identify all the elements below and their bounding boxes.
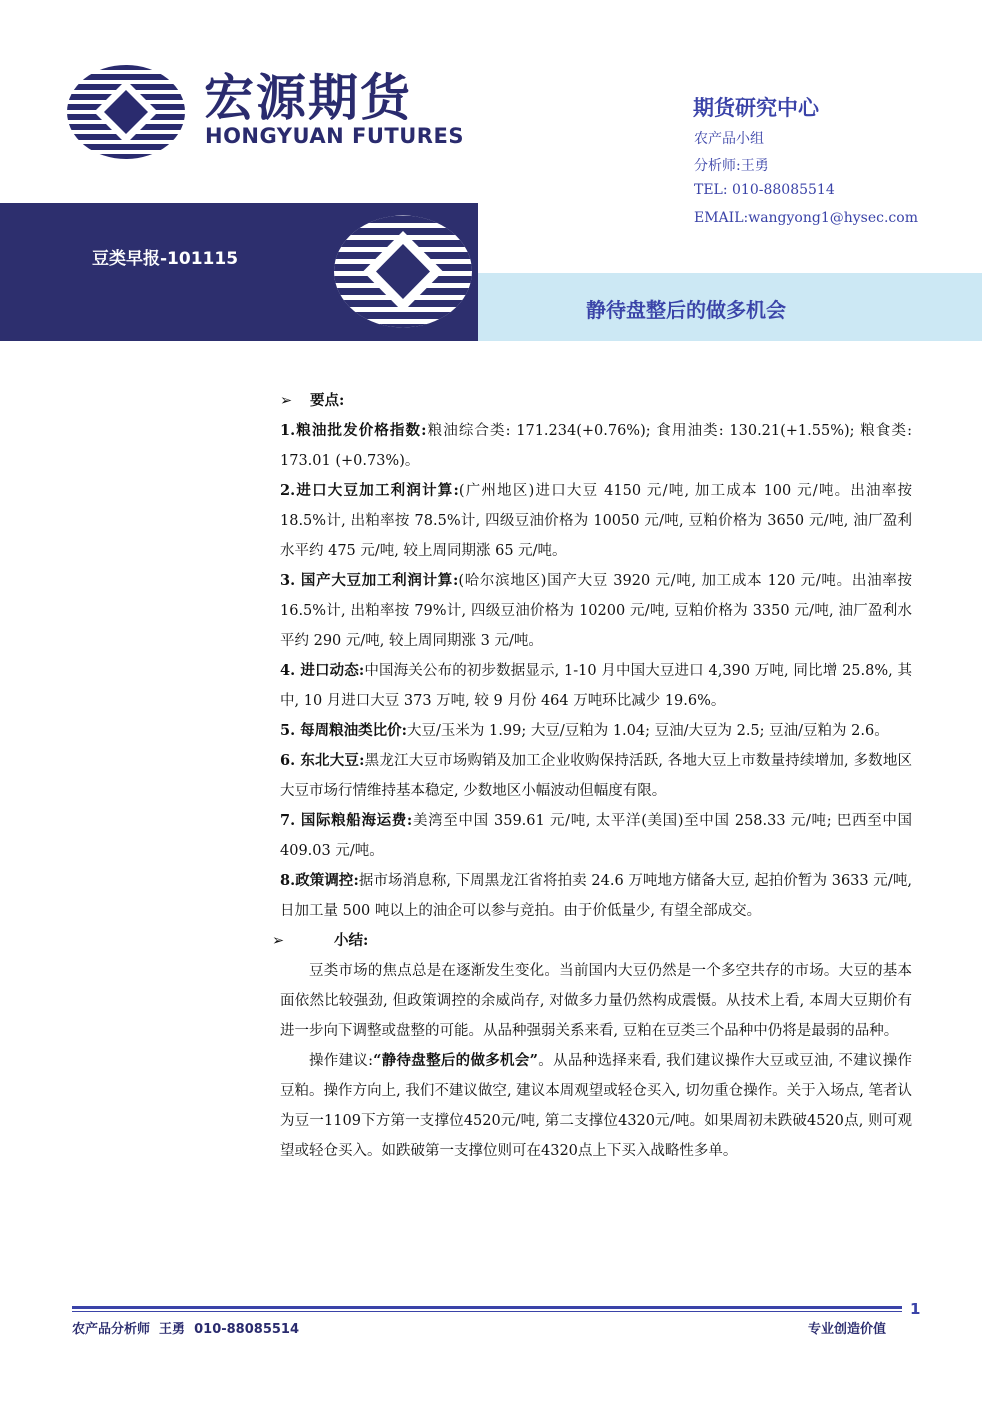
point-6: 6. 东北大豆:黑龙江大豆市场购销及加工企业收购保持活跃, 各地大豆上市数量持续增加, 多数地区大豆市场行情维持基本稳定, 少数地区小幅波动但幅度有限。 bbox=[280, 752, 913, 799]
key-points-heading: ➢ 要点: bbox=[280, 386, 912, 416]
company-logo-icon bbox=[66, 64, 186, 160]
point-4: 4. 进口动态:中国海关公布的初步数据显示, 1-10 月中国大豆进口 4,390 万吨, 同比增 25.8%, 其中, 10 月进口大豆 373 万吨, 较 9 月份 464 万吨环比减少 19.6%。 bbox=[280, 662, 912, 709]
logo-chinese-name: 宏源期货 bbox=[204, 69, 412, 127]
summary-paragraph-1: 豆类市场的焦点总是在逐渐发生变化。当前国内大豆仍然是一个多空共存的市场。大豆的基本面依然比较强劲, 但政策调控的余威尚存, 对做多力量仍然构成震慑。从技术上看, 本周大豆期价有进一步向下调整或盘整的可能。从品种强弱关系来看, 豆粕在豆类三个品种中仍将是最弱的品种。 bbox=[280, 963, 912, 1039]
report-title: 静待盘整后的做多机会 bbox=[586, 298, 786, 322]
summary-paragraph-2: 操作建议:“静待盘整后的做多机会”。从品种选择来看, 我们建议操作大豆或豆油, 不建议操作豆粕。操作方向上, 我们不建议做空, 建议本周观望或轻仓买入, 切勿重仓操作。关于入场点, 笔者认为豆一1109下方第一支撑位4520元/吨, 第二支撑位4320元/吨。如果周初未跌破4520点, 则可观望或轻仓买入。如跌破第一支撑位则可在4320点上下买入战略性多单。 bbox=[280, 1052, 913, 1159]
footer-rule bbox=[72, 1306, 902, 1309]
point-2: 2.进口大豆加工利润计算:(广州地区)进口大豆 4150 元/吨, 加工成本 100 元/吨。出油率按 18.5%计, 出粕率按 78.5%计, 四级豆油价格为 10050 元/吨, 豆粕价格为 3650 元/吨, 油厂盈利水平约 475 元/吨, 较上周同期涨 65 元/吨。 bbox=[280, 482, 912, 559]
analyst-name: 分析师:王勇 bbox=[694, 158, 769, 174]
banner-logo-icon bbox=[333, 214, 473, 329]
point-8: 8.政策调控:据市场消息称, 下周黑龙江省将拍卖 24.6 万吨地方储备大豆, 起拍价暂为 3633 元/吨, 日加工量 500 吨以上的油企可以参与竞拍。由于价低量少, 有望全部成交。 bbox=[280, 872, 912, 919]
point-1: 1.粮油批发价格指数:粮油综合类: 171.234(+0.76%); 食用油类: 130.21(+1.55%); 粮食类: 173.01 (+0.73%)。 bbox=[280, 422, 912, 469]
arrow-bullet-icon: ➢ bbox=[272, 933, 285, 949]
footer-rule-thin bbox=[72, 1311, 902, 1312]
summary-heading: ➢ 小结: bbox=[272, 926, 912, 956]
arrow-bullet-icon: ➢ bbox=[280, 393, 293, 409]
point-3: 3. 国产大豆加工利润计算:(哈尔滨地区)国产大豆 3920 元/吨, 加工成本 120 元/吨。出油率按 16.5%计, 出粕率按 79%计, 四级豆油价格为 10200 元/吨, 豆粕价格为 3350 元/吨, 油厂盈利水平约 290 元/吨, 较上周同期涨 3 元/吨。 bbox=[280, 572, 912, 649]
footer-slogan: 专业创造价值 bbox=[808, 1322, 887, 1337]
footer-analyst-info: 农产品分析师 王勇 010-88085514 bbox=[72, 1322, 299, 1337]
report-code: 豆类早报-101115 bbox=[92, 249, 239, 269]
group-name: 农产品小组 bbox=[694, 131, 764, 147]
research-center-name: 期货研究中心 bbox=[693, 96, 819, 120]
email-address: EMAIL:wangyong1@hysec.com bbox=[694, 210, 918, 226]
point-7: 7. 国际粮船海运费:美湾至中国 359.61 元/吨, 太平洋(美国)至中国 258.33 元/吨; 巴西至中国 409.03 元/吨。 bbox=[280, 812, 912, 859]
logo-english-name: HONGYUAN FUTURES bbox=[205, 124, 464, 148]
report-body bbox=[272, 386, 913, 1166]
page-number: 1 bbox=[910, 1300, 921, 1318]
tel-number: TEL: 010-88085514 bbox=[694, 182, 835, 198]
point-5: 5. 每周粮油类比价:大豆/玉米为 1.99; 大豆/豆粕为 1.04; 豆油/大豆为 2.5; 豆油/豆粕为 2.6。 bbox=[280, 722, 889, 739]
